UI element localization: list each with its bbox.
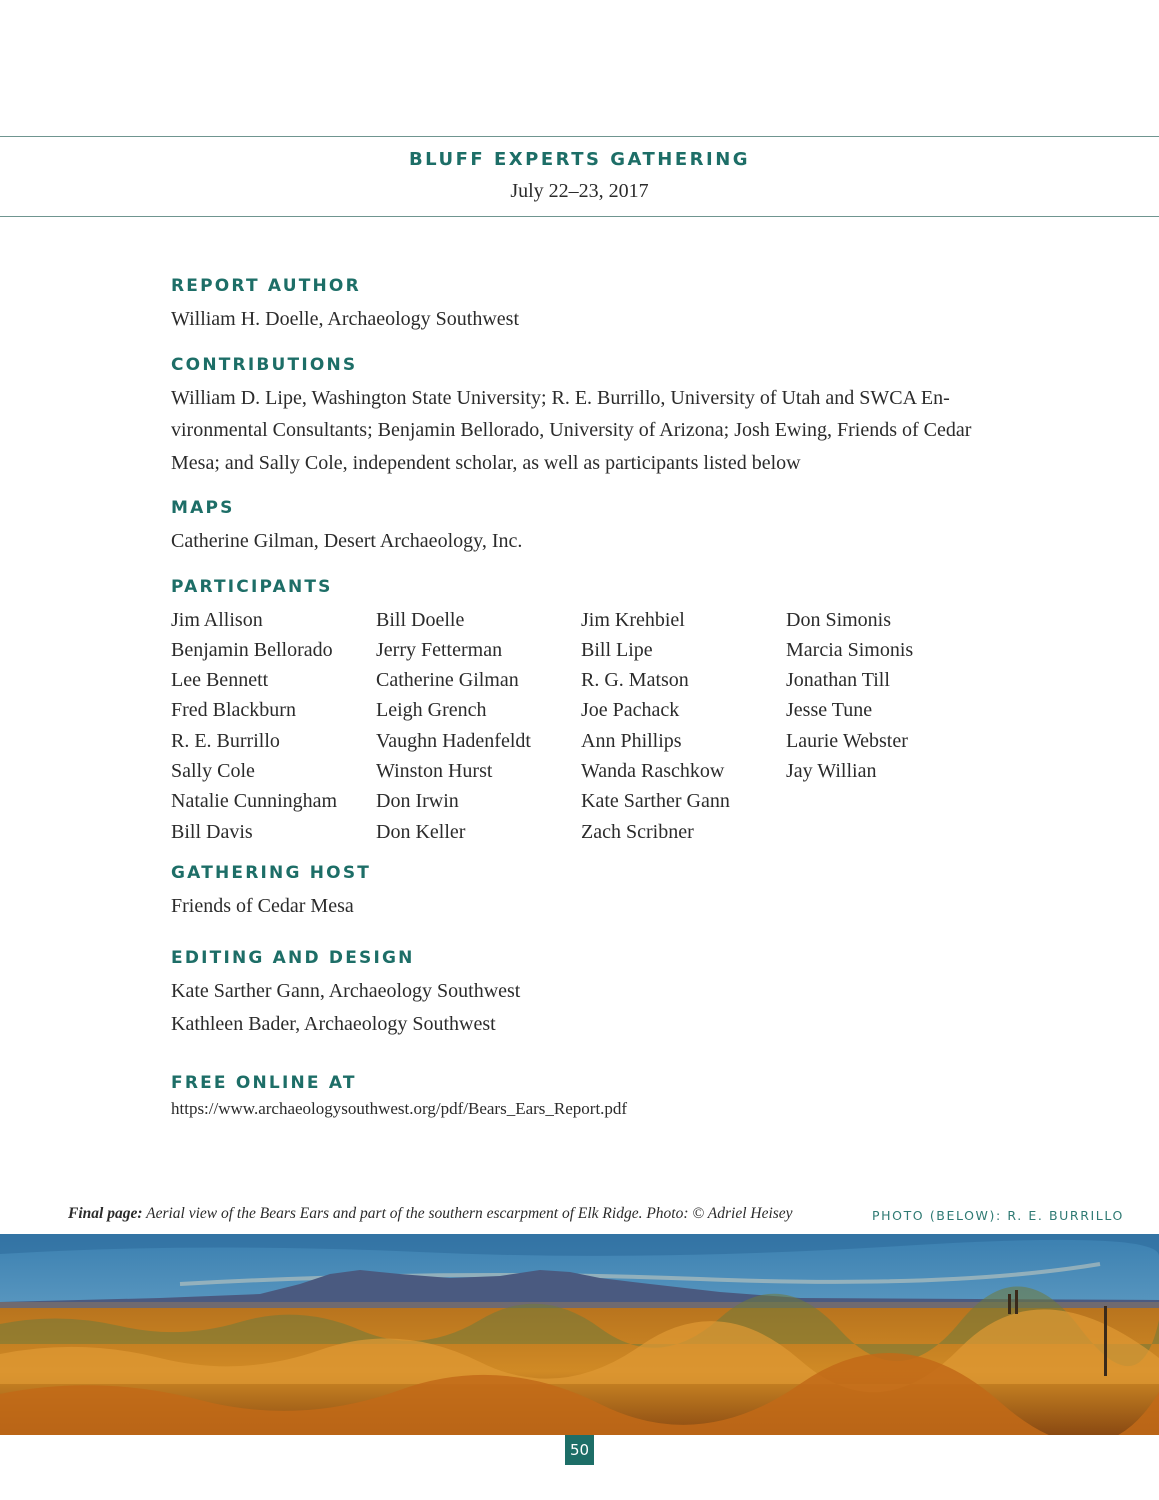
- participant-name: Kate Sarther Gann: [581, 790, 730, 813]
- participant-name: Don Keller: [376, 820, 466, 843]
- participant-name: Bill Davis: [171, 820, 253, 843]
- participant-name: Bill Lipe: [581, 638, 653, 661]
- participant-name: R. G. Matson: [581, 669, 689, 692]
- participant-name: Natalie Cunningham: [171, 790, 338, 813]
- participant-name: Jim Krehbiel: [581, 608, 685, 631]
- contributions-line: Mesa; and Sally Cole, independent scholar, as well as participants listed below: [171, 451, 801, 474]
- editing-line: Kathleen Bader, Archaeology Southwest: [171, 1012, 496, 1035]
- participant-name: Laurie Webster: [786, 729, 908, 752]
- participant-name: Sally Cole: [171, 759, 255, 782]
- event-title: BLUFF EXPERTS GATHERING: [408, 149, 751, 170]
- editing-line: Kate Sarther Gann, Archaeology Southwest: [171, 980, 521, 1003]
- section-heading: CONTRIBUTIONS: [171, 354, 358, 375]
- caption-lead: Final page:: [68, 1205, 143, 1222]
- participants-column: [171, 605, 376, 847]
- landscape-photo: [0, 1234, 1159, 1435]
- contributions-line: vironmental Consultants; Benjamin Bellorado, University of Arizona; Josh Ewing, Friends of Cedar: [171, 419, 972, 441]
- participant-name: Benjamin Bellorado: [171, 638, 333, 661]
- participants-column: [581, 605, 786, 847]
- participant-name: Marcia Simonis: [786, 638, 914, 661]
- participant-name: Winston Hurst: [376, 759, 493, 782]
- report-url-link[interactable]: https://www.archaeologysouthwest.org/pdf/Bears_Ears_Report.pdf: [171, 1099, 628, 1119]
- participants-column: [376, 605, 581, 847]
- participants-list: [171, 605, 991, 847]
- editing-section: [171, 946, 991, 1040]
- photo-caption: [68, 1205, 793, 1223]
- participant-name: Lee Bennett: [171, 669, 269, 692]
- participant-name: Jay Willian: [786, 759, 877, 782]
- participant-name: Bill Doelle: [376, 608, 465, 631]
- participant-name: Joe Pachack: [581, 699, 680, 722]
- participant-name: Wanda Raschkow: [581, 759, 725, 782]
- page-number: 50: [565, 1435, 594, 1465]
- bottom-rule: [0, 216, 1159, 217]
- report-author-section: [171, 274, 991, 336]
- section-heading: EDITING AND DESIGN: [171, 948, 415, 969]
- participant-name: R. E. Burrillo: [171, 729, 280, 752]
- participant-name: Jerry Fetterman: [376, 638, 503, 661]
- top-rule: [0, 136, 1159, 137]
- event-date: July 22–23, 2017: [510, 180, 649, 202]
- section-heading: MAPS: [171, 498, 235, 518]
- participant-name: Jim Allison: [171, 608, 263, 631]
- caption-text: Aerial view of the Bears Ears and part of the southern escarpment of Elk Ridge. Photo: © Adriel Heisey: [142, 1205, 793, 1222]
- participant-name: Vaughn Hadenfeldt: [376, 729, 531, 752]
- participant-name: Leigh Grench: [376, 699, 487, 722]
- participant-name: Don Irwin: [376, 790, 459, 813]
- photo-credit: PHOTO (BELOW): R. E. BURRILLO: [872, 1208, 1124, 1223]
- participant-name: Fred Blackburn: [171, 699, 296, 722]
- participant-name: Jesse Tune: [786, 699, 873, 722]
- credits-content: [171, 274, 991, 1122]
- participant-name: Don Simonis: [786, 608, 892, 631]
- participants-section: [171, 575, 991, 847]
- section-heading: REPORT AUTHOR: [171, 276, 361, 296]
- section-heading: GATHERING HOST: [171, 862, 372, 883]
- participant-name: Catherine Gilman: [376, 669, 519, 692]
- online-section: [171, 1071, 991, 1122]
- contributions-line: William D. Lipe, Washington State University; R. E. Burrillo, University of Utah and SWCA En-: [171, 386, 950, 409]
- participant-name: Jonathan Till: [786, 669, 890, 692]
- participant-name: Zach Scribner: [581, 820, 694, 843]
- section-heading: PARTICIPANTS: [171, 576, 333, 597]
- maps-line: Catherine Gilman, Desert Archaeology, Inc.: [171, 530, 523, 552]
- gathering-host-section: [171, 861, 991, 923]
- contributions-section: [171, 353, 991, 480]
- report-author-line: William H. Doelle, Archaeology Southwest: [171, 308, 520, 330]
- landscape-photo-illustration: [0, 1234, 1159, 1435]
- gathering-host-line: Friends of Cedar Mesa: [171, 894, 354, 917]
- participants-column: [786, 605, 991, 847]
- maps-section: [171, 496, 991, 558]
- section-heading: FREE ONLINE AT: [171, 1073, 357, 1094]
- participant-name: Ann Phillips: [581, 729, 682, 752]
